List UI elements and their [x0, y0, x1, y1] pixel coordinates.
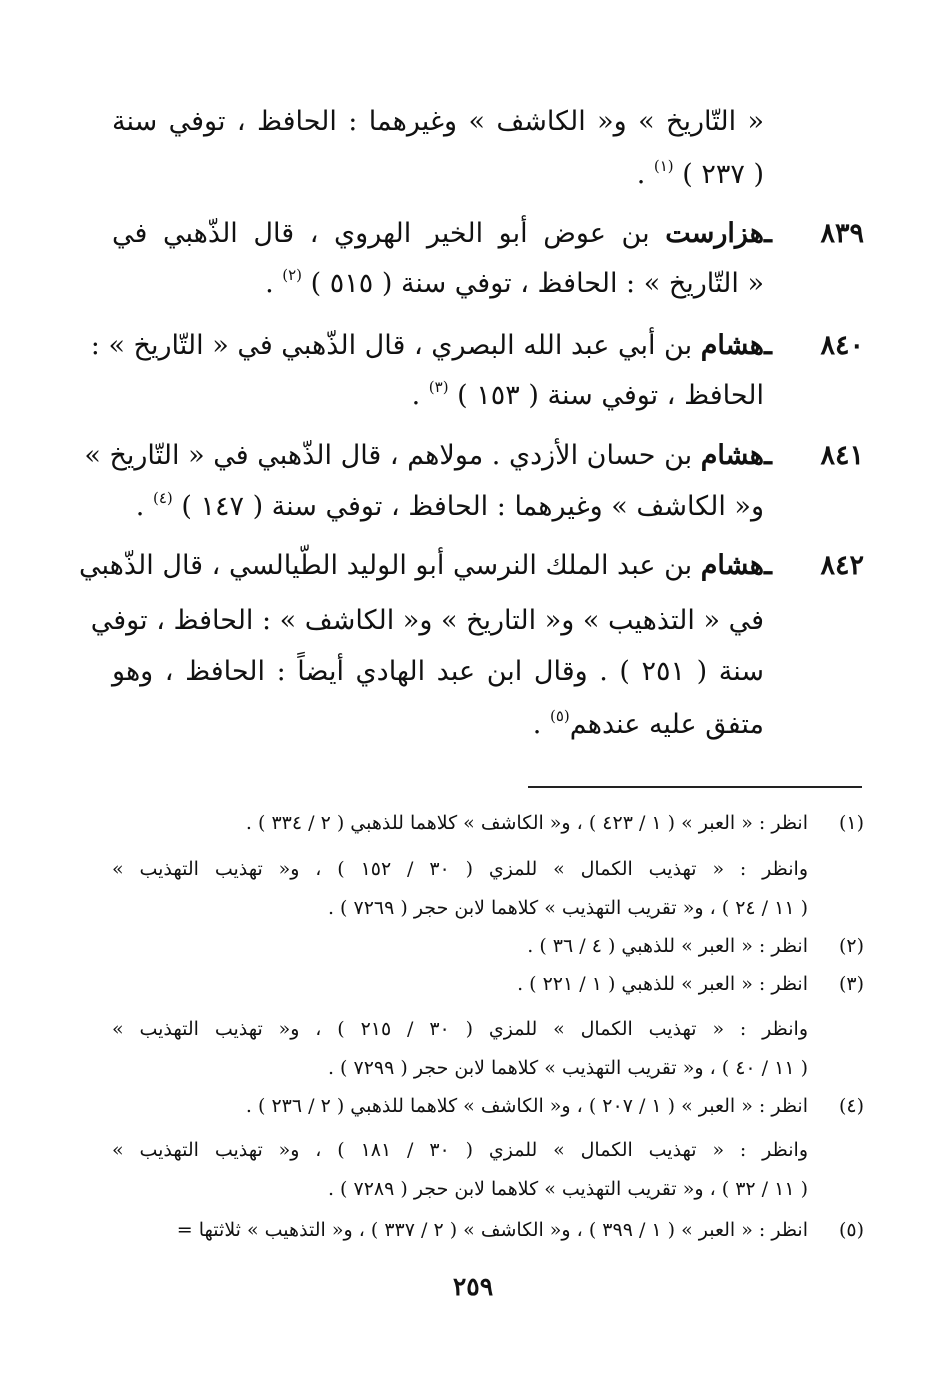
footnote-5 — [177, 1215, 864, 1245]
page-number: ٢٥٩ — [452, 1272, 494, 1301]
text-span: بن أبي عبد الله البصري ، قال الذّهبي في « التّاريخ » : — [90, 330, 701, 361]
text-span: و« الكاشف » وغيرهما : الحافظ ، توفي سنة ( ١٤٧ ) — [181, 491, 764, 522]
text-span: . — [636, 159, 654, 190]
text-span: . — [135, 491, 153, 522]
entry-840-line-1 — [90, 326, 864, 366]
text-span: . — [265, 268, 283, 299]
text-span: بن عبد الملك النرسي أبو الوليد الطّيالسي ، قال الذّهبي — [78, 550, 701, 581]
footnote-text: انظر : « العبر » ( ١ / ٤٢٣ ) ، و« الكاشف » كلاهما للذهبي ( ٢ / ٣٣٤ ) . — [245, 812, 808, 834]
text-span: الحافظ ، توفي سنة ( ١٥٣ ) — [457, 380, 764, 411]
entry-842-line-4 — [533, 705, 764, 745]
footnote-number: (٥) — [838, 1219, 864, 1241]
text-span: « التّاريخ » : الحافظ ، توفي سنة ( ٥١٥ ) — [310, 268, 764, 299]
footnote-divider — [528, 786, 862, 788]
entry-842-line-1 — [78, 546, 864, 586]
footnote-text: انظر : « العبر » ( ١ / ٣٩٩ ) ، و« الكاشف » ( ٢ / ٣٣٧ ) ، و« التذهيب » ثلاثتها = — [176, 1219, 808, 1241]
footnote-text: انظر : « العبر » للذهبي ( ١ / ٢٢١ ) . — [517, 973, 808, 995]
text-span: بن حسان الأزدي . مولاهم ، قال الذّهبي في « التّاريخ » — [84, 440, 701, 471]
footnote-text: انظر : « العبر » للذهبي ( ٤ / ٣٦ ) . — [527, 935, 808, 957]
footnote-4-line-2: وانظر : « تهذيب الكمال » للمزي ( ٣٠ / ١٨١ ) ، و« تهذيب التهذيب » — [112, 1139, 808, 1161]
entry-number: ٨٤٠ ـ — [764, 330, 864, 361]
footnote-text: انظر : « العبر » ( ١ / ٢٠٧ ) ، و« الكاشف » كلاهما للذهبي ( ٢ / ٢٣٦ ) . — [245, 1095, 808, 1117]
footnote-1-line-2: وانظر : « تهذيب الكمال » للمزي ( ٣٠ / ١٥٢ ) ، و« تهذيب التهذيب » — [112, 858, 808, 880]
entry-842-line-2: في « التذهيب » و« التاريخ » و« الكاشف » : الحافظ ، توفي — [90, 605, 764, 636]
footnote-ref: (٢) — [282, 266, 303, 284]
entry-839-line-1 — [112, 214, 864, 254]
footnote-3 — [517, 969, 864, 999]
entry-name: هشام — [700, 550, 764, 581]
entry-840-line-2 — [412, 376, 764, 416]
footnote-ref: (٣) — [428, 378, 449, 396]
text-span: . — [411, 380, 429, 411]
footnote-number: (٤) — [838, 1095, 864, 1117]
entry-name: هشام — [700, 330, 764, 361]
footnote-1 — [246, 808, 864, 838]
footnote-4 — [246, 1091, 864, 1121]
text-span: بن عوض أبو الخير الهروي ، قال الذّهبي في — [112, 218, 666, 249]
text-line — [637, 155, 764, 195]
entry-841-line-1 — [84, 436, 864, 476]
footnote-2 — [527, 931, 864, 961]
entry-number: ٨٣٩ ـ — [764, 218, 864, 249]
entry-name: هشام — [700, 440, 764, 471]
entry-name: هزارست — [665, 218, 764, 249]
entry-number: ٨٤٢ ـ — [764, 550, 864, 581]
footnote-number: (١) — [838, 812, 864, 834]
entry-841-line-2 — [136, 487, 764, 527]
entry-839-line-2 — [265, 264, 764, 304]
footnote-3-line-2: وانظر : « تهذيب الكمال » للمزي ( ٣٠ / ٢١٥ ) ، و« تهذيب التهذيب » — [112, 1018, 808, 1040]
text-line: « التّاريخ » و« الكاشف » وغيرهما : الحافظ ، توفي سنة — [112, 106, 764, 137]
footnote-ref: (١) — [653, 157, 674, 175]
footnote-number: (٢) — [838, 935, 864, 957]
footnote-4-line-3: ( ١١ / ٣٢ ) ، و« تقريب التهذيب » كلاهما لابن حجر ( ٧٢٨٩ ) . — [327, 1178, 808, 1200]
entry-number: ٨٤١ ـ — [764, 440, 864, 471]
footnote-ref: (٤) — [152, 489, 173, 507]
footnote-ref: (٥) — [549, 707, 570, 725]
text-span: متفق عليه عندهم — [569, 709, 764, 740]
footnote-1-line-3: ( ١١ / ٢٤ ) ، و« تقريب التهذيب » كلاهما لابن حجر ( ٧٢٦٩ ) . — [327, 897, 808, 919]
footnote-3-line-3: ( ١١ / ٤٠ ) ، و« تقريب التهذيب » كلاهما لابن حجر ( ٧٢٩٩ ) . — [327, 1057, 808, 1079]
entry-842-line-3: سنة ( ٢٥١ ) . وقال ابن عبد الهادي أيضاً : الحافظ ، وهو — [112, 656, 764, 687]
footnote-number: (٣) — [838, 973, 864, 995]
text-span: . — [532, 709, 550, 740]
text-span: ( ٢٣٧ ) — [682, 159, 764, 190]
